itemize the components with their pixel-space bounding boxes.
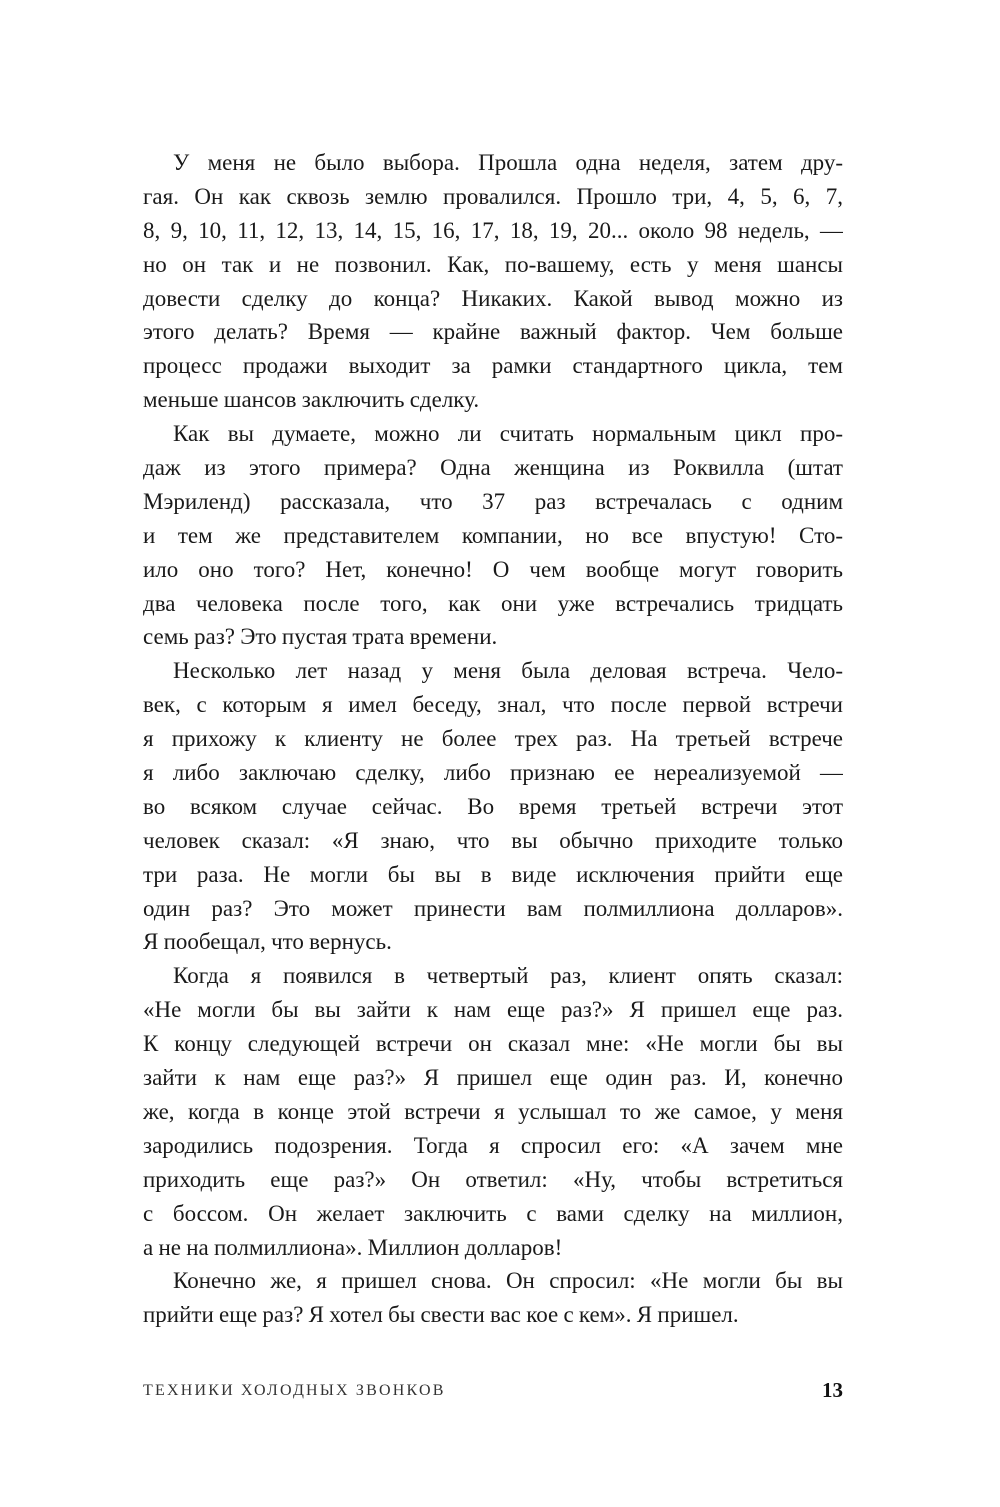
text-line: Когда я появился в четвертый раз, клиент опять сказал: — [173, 963, 843, 989]
text-line: ило оно того? Нет, конечно! О чем вообще могут говорить — [143, 556, 843, 582]
text-line: семь раз? Это пустая трата времени. — [143, 624, 498, 650]
text-line: Как вы думаете, можно ли считать нормальным цикл про- — [173, 421, 843, 447]
text-line: приходить еще раз?» Он ответил: «Ну, чтобы встретиться — [143, 1166, 843, 1192]
text-line: но он так и не позвонил. Как, по-вашему, есть у меня шансы — [143, 251, 843, 277]
text-line: даж из этого примера? Одна женщина из Роквилла (штат — [143, 455, 843, 481]
text-line: один раз? Это может принести вам полмиллиона долларов». — [143, 895, 843, 921]
text-line: я прихожу к клиенту не более трех раз. На третьей встрече — [143, 726, 843, 752]
text-line: век, с которым я имел беседу, знал, что после первой встречи — [143, 692, 843, 718]
page-number: 13 — [822, 1378, 843, 1402]
text-line: У меня не было выбора. Прошла одна неделя, затем дру- — [173, 150, 843, 175]
text-line: же, когда в конце этой встречи я услышал то же самое, у меня — [143, 1098, 843, 1124]
page-body-text — [143, 146, 843, 1332]
text-line: 8, 9, 10, 11, 12, 13, 14, 15, 16, 17, 18, 19, 20... около 98 недель, — — [143, 217, 843, 243]
paragraph — [143, 417, 843, 654]
text-line: процесс продажи выходит за рамки стандартного цикла, тем — [143, 353, 843, 379]
text-line: гая. Он как сквозь землю провалился. Прошло три, 4, 5, 6, 7, — [143, 183, 843, 209]
text-line: зародились подозрения. Тогда я спросил его: «А зачем мне — [143, 1132, 843, 1158]
page-footer — [143, 1378, 843, 1408]
paragraph — [143, 1264, 843, 1332]
text-line: и тем же представителем компании, но все впустую! Сто- — [143, 522, 843, 548]
text-line: прийти еще раз? Я хотел бы свести вас кое с кем». Я пришел. — [143, 1302, 739, 1328]
text-line: меньше шансов заключить сделку. — [143, 387, 480, 413]
text-line: «Не могли бы вы зайти к нам еще раз?» Я пришел еще раз. — [143, 997, 843, 1023]
text-line: человек сказал: «Я знаю, что вы обычно приходите только — [143, 827, 843, 853]
text-line: я либо заключаю сделку, либо признаю ее нереализуемой — — [143, 760, 843, 786]
text-line: а не на полмиллиона». Миллион долларов! — [143, 1234, 563, 1260]
paragraph — [143, 959, 843, 1264]
text-line: три раза. Не могли бы вы в виде исключения прийти еще — [143, 861, 843, 887]
text-line: зайти к нам еще раз?» Я пришел еще один раз. И, конечно — [143, 1065, 843, 1091]
text-line: два человека после того, как они уже встречались тридцать — [143, 590, 843, 616]
text-line: с боссом. Он желает заключить с вами сделку на миллион, — [143, 1200, 843, 1226]
text-line: довести сделку до конца? Никаких. Какой вывод можно из — [143, 285, 843, 311]
paragraph — [143, 654, 843, 959]
text-line: во всяком случае сейчас. Во время третьей встречи этот — [143, 793, 843, 819]
text-line: Мэриленд) рассказала, что 37 раз встречалась с одним — [143, 488, 843, 514]
text-line: Я пообещал, что вернусь. — [143, 929, 392, 955]
running-head: ТЕХНИКИ ХОЛОДНЫХ ЗВОНКОВ — [143, 1382, 446, 1399]
paragraph — [143, 146, 843, 417]
text-line: этого делать? Время — крайне важный фактор. Чем больше — [143, 319, 843, 345]
text-line: Несколько лет назад у меня была деловая встреча. Чело- — [173, 658, 843, 684]
text-line: Конечно же, я пришел снова. Он спросил: «Не могли бы вы — [173, 1268, 843, 1294]
text-line: К концу следующей встречи он сказал мне: «Не могли бы вы — [143, 1031, 843, 1057]
